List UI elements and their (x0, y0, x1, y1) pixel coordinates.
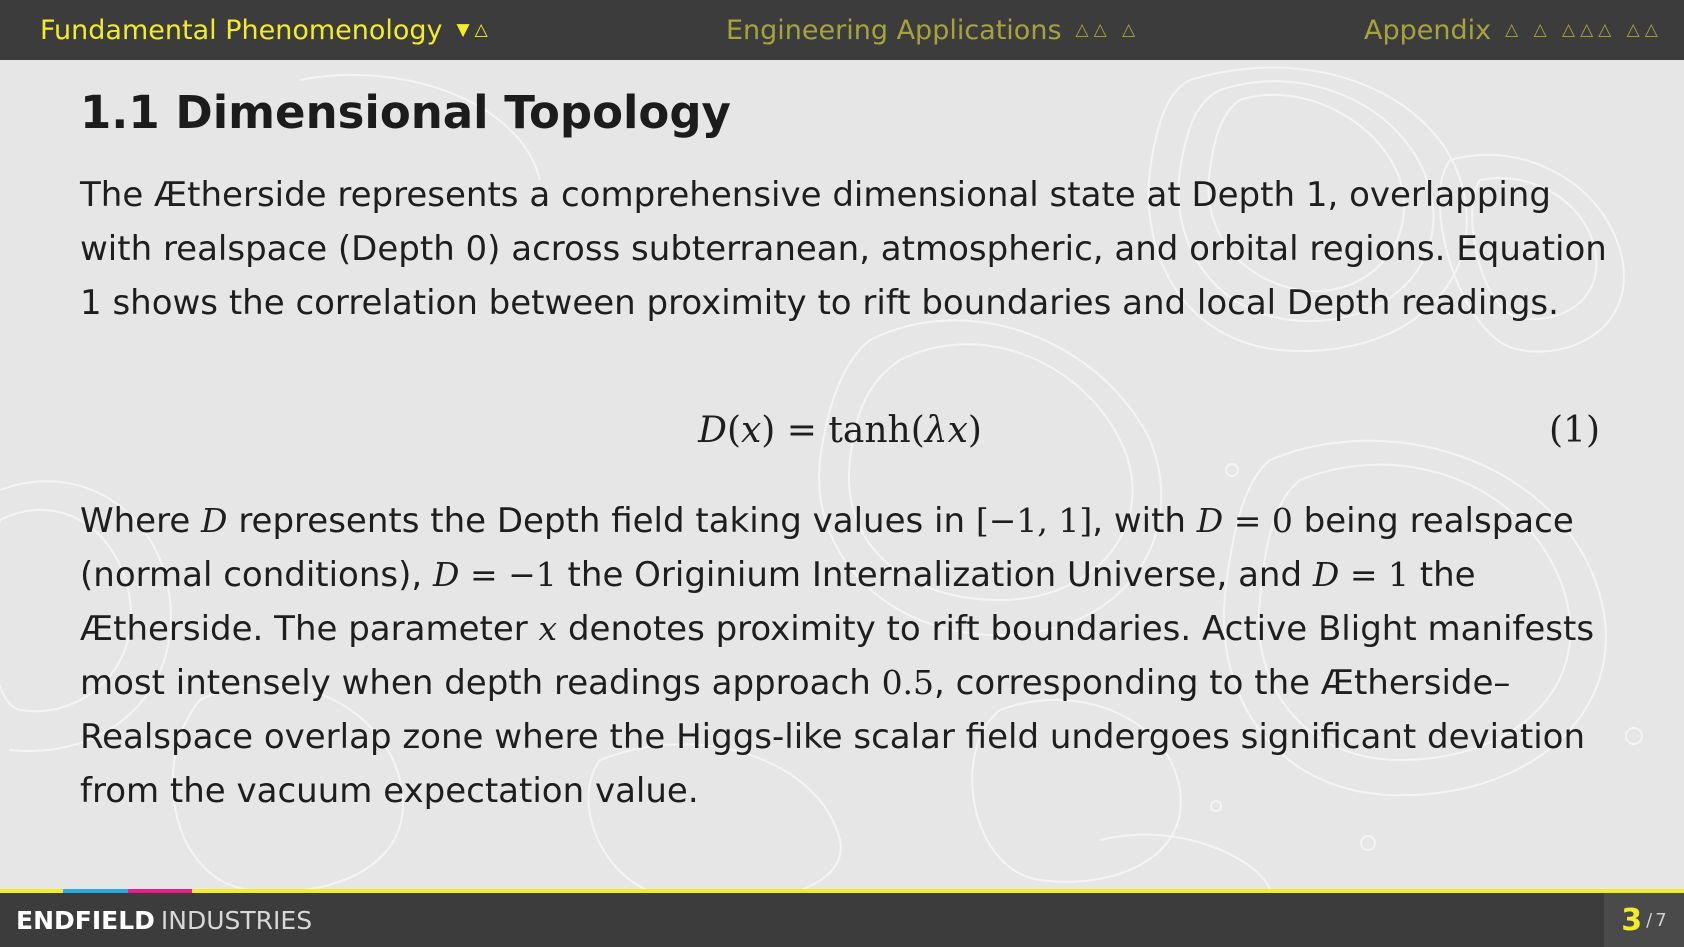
current-page-number: 3 (1621, 902, 1643, 938)
nav-section-title: Engineering Applications (726, 14, 1062, 46)
nav-section-title: Appendix (1364, 14, 1492, 46)
explanation-paragraph: Where D represents the Depth field taking values in [−1, 1], with D = 0 being realspace (normal conditions), D = −1 the Originium Internalization Universe, and D = 1 the Ætherside. The parameter x denotes proximity to rift boundaries. Active Blight manifests most intensely when depth readings approach 0.5, corresponding to the Ætherside–Realspace overlap zone where the Higgs-like scalar field undergoes significant deviation from the vacuum expectation value. (80, 501, 1595, 811)
slide-title: 1.1 Dimensional Topology (80, 86, 731, 139)
intro-paragraph: The Ætherside represents a comprehensive dimensional state at Depth 1, overlapping with realspace (Depth 0) across subterranean, atmospheric, and orbital regions. Equation 1 shows the correlation between proximity to rift boundaries and local Depth readings. (80, 175, 1607, 323)
nav-section-title: Fundamental Phenomenology (40, 14, 443, 46)
page-separator: / (1646, 909, 1653, 931)
footer-accent-blue (63, 889, 128, 893)
footer-accent-pink (128, 889, 192, 893)
equation-number: (1) (1549, 410, 1600, 451)
equation-block (80, 410, 1620, 466)
slide-progress-markers[interactable]: ▼△ (456, 20, 493, 40)
brand-subtitle: INDUSTRIES (160, 905, 313, 935)
nav-section-appendix[interactable] (1364, 0, 1663, 60)
page-counter (1604, 893, 1684, 947)
total-pages: 7 (1655, 909, 1667, 931)
nav-section-fundamental-phenomenology[interactable] (40, 0, 493, 60)
top-navigation-bar (0, 0, 1684, 60)
brand-logo (16, 893, 312, 947)
slide-progress-markers[interactable]: △△ △ (1075, 20, 1141, 40)
brand-name: ENDFIELD (16, 905, 155, 935)
slide-progress-markers[interactable]: △ △ △△△ △△ (1505, 20, 1663, 40)
nav-section-engineering-applications[interactable] (726, 0, 1140, 60)
equation-formula: D(x) = tanh(λx) (698, 410, 982, 451)
